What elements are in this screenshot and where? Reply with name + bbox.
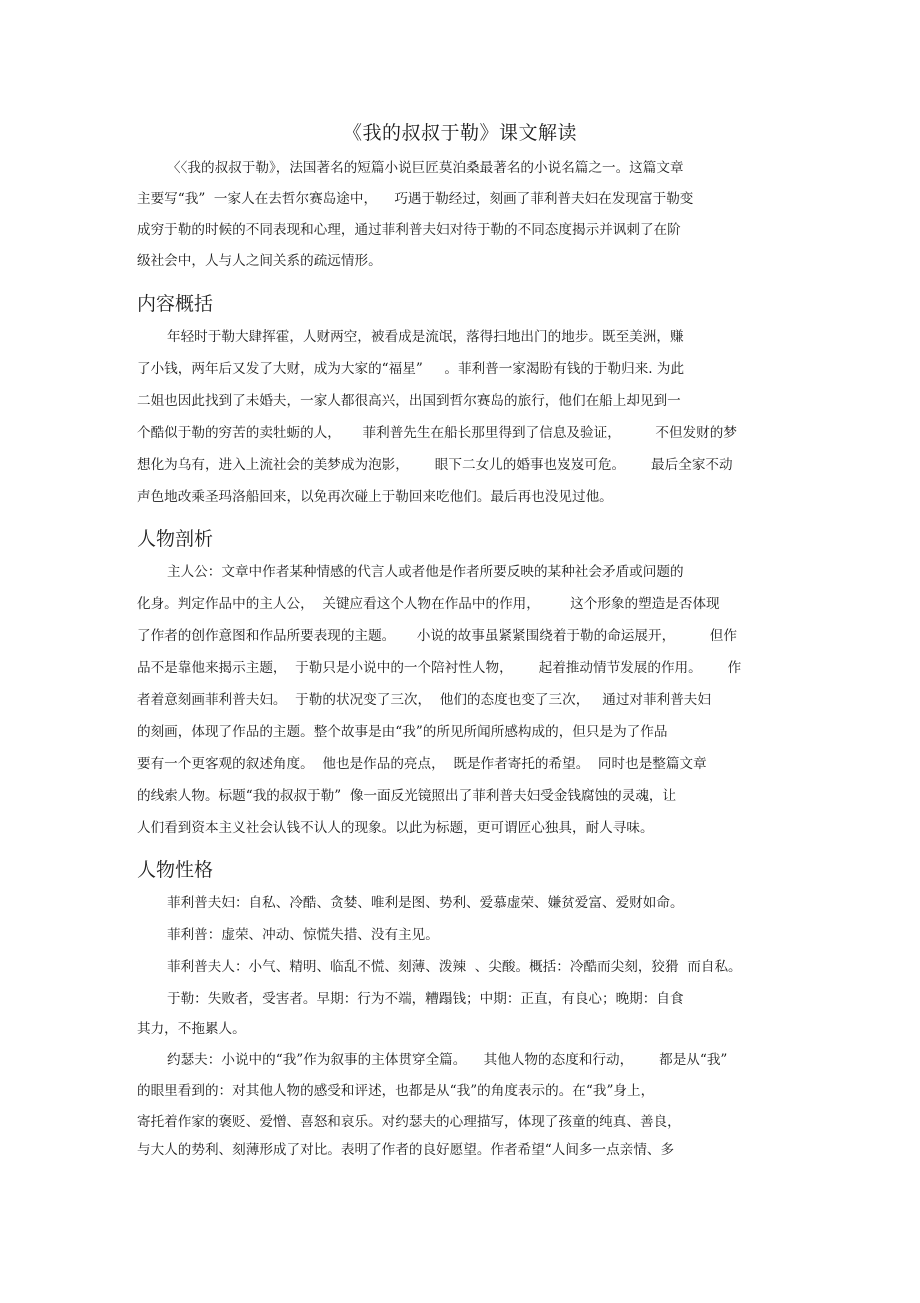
section-line: 化身。判定作品中的主人公， 关键应看这个人物在作品中的作用， 这个形象的塑造是否体现: [137, 596, 720, 612]
section-line: 个酷似于勒的穷苦的卖牡蛎的人， 菲利普先生在船长那里得到了信息及验证， 不但发财的梦: [137, 425, 737, 441]
section-line: 人们看到资本主义社会认钱不认人的现象。以此为标题，更可谓匠心独具，耐人寻味。: [137, 820, 654, 836]
intro-line: 成穷于勒的时候的不同表现和心理，通过菲利普夫妇对待于勒的不同态度揭示并讽刺了在阶: [137, 222, 681, 238]
section-line: 二姐也因此找到了未婚夫，一家人都很高兴，出国到哲尔赛岛的旅行，他们在船上却见到一: [137, 393, 681, 409]
section-line: 菲利普：虚荣、冲动、惊慌失措、没有主见。: [167, 927, 439, 943]
section-line: 主人公：文章中作者某种情感的代言人或者他是作者所要反映的某种社会矛盾或问题的: [167, 564, 684, 580]
section-line: 声色地改乘圣玛洛船回来，以免再次碰上于勒回来吃他们。最后再也没见过他。: [137, 489, 613, 505]
section-line: 与大人的势利、刻薄形成了对比。表明了作者的良好愿望。作者希望“人间多一点亲情、多: [137, 1142, 675, 1158]
section-line: 的刻画，体现了作品的主题。整个故事是由“我”的所见所闻所感构成的，但只是为了作品: [137, 724, 668, 740]
section-line: 寄托着作家的褒贬、爱憎、喜怒和哀乐。对约瑟夫的心理描写，体现了孩童的纯真、善良，: [137, 1114, 681, 1130]
section-line: 想化为乌有，进入上流社会的美梦成为泡影， 眼下二女儿的婚事也岌岌可危。 最后全家不动: [137, 457, 733, 473]
section-line: 年轻时于勒大肆挥霍，人财两空，被看成是流氓，落得扫地出门的地步。既至美洲，赚: [167, 329, 684, 345]
section-line: 于勒：失败者，受害者。早期：行为不端，糟蹋钱；中期：正直，有良心；晚期：自食: [167, 991, 684, 1007]
section-line: 了作者的创作意图和作品所要表现的主题。 小说的故事虽紧紧围绕着于勒的命运展开， 但作: [137, 628, 737, 644]
intro-line: 主要写“我” 一家人在去哲尔赛岛途中， 巧遇于勒经过，刻画了菲利普夫妇在发现富于勒变: [137, 191, 694, 207]
section-line: 菲利普夫人：小气、精明、临乱不慌、刻薄、泼辣 、尖酸。概括：冷酷而尖刻，狡猾 而自私。: [167, 959, 742, 975]
section-line: 的线索人物。标题“我的叔叔于勒” 像一面反光镜照出了菲利普夫妇受金钱腐蚀的灵魂，让: [137, 788, 677, 804]
intro-line: 级社会中，人与人之间关系的疏远情形。: [137, 253, 382, 269]
section-heading-character-analysis: 人物剖析: [137, 528, 214, 550]
document-title: 《我的叔叔于勒》课文解读: [342, 122, 577, 144]
section-line: 了小钱，两年后又发了大财，成为大家的“福星” 。菲利普一家渴盼有钱的于勒归来. 为此: [137, 361, 685, 377]
section-line: 其力，不拖累人。: [137, 1021, 246, 1037]
section-line: 品不是靠他来揭示主题， 于勒只是小说中的一个陪衬性人物， 起着推动情节发展的作用。 作: [137, 660, 742, 676]
section-line: 者着意刻画菲利普夫妇。 于勒的状况变了三次， 他们的态度也变了三次， 通过对菲利普夫妇: [137, 692, 711, 708]
section-heading-summary: 内容概括: [137, 293, 214, 315]
section-line: 要有一个更客观的叙述角度。 他也是作品的亮点， 既是作者寄托的希望。 同时也是整篇文章: [137, 756, 707, 772]
section-line: 的眼里看到的：对其他人物的感受和评述，也都是从“我”的角度表示的。在“我”身上，: [137, 1083, 655, 1099]
section-heading-character-traits: 人物性格: [137, 859, 214, 881]
section-line: 约瑟夫：小说中的“我”作为叙事的主体贯穿全篇。 其他人物的态度和行动， 都是从“我”: [167, 1052, 728, 1068]
intro-line: 〈〈我的叔叔于勒》，法国著名的短篇小说巨匠莫泊桑最著名的小说名篇之一。这篇文章: [167, 160, 684, 176]
section-line: 菲利普夫妇：自私、冷酷、贪婪、唯利是图、势利、爱慕虚荣、嫌贫爱富、爱财如命。: [167, 895, 684, 911]
